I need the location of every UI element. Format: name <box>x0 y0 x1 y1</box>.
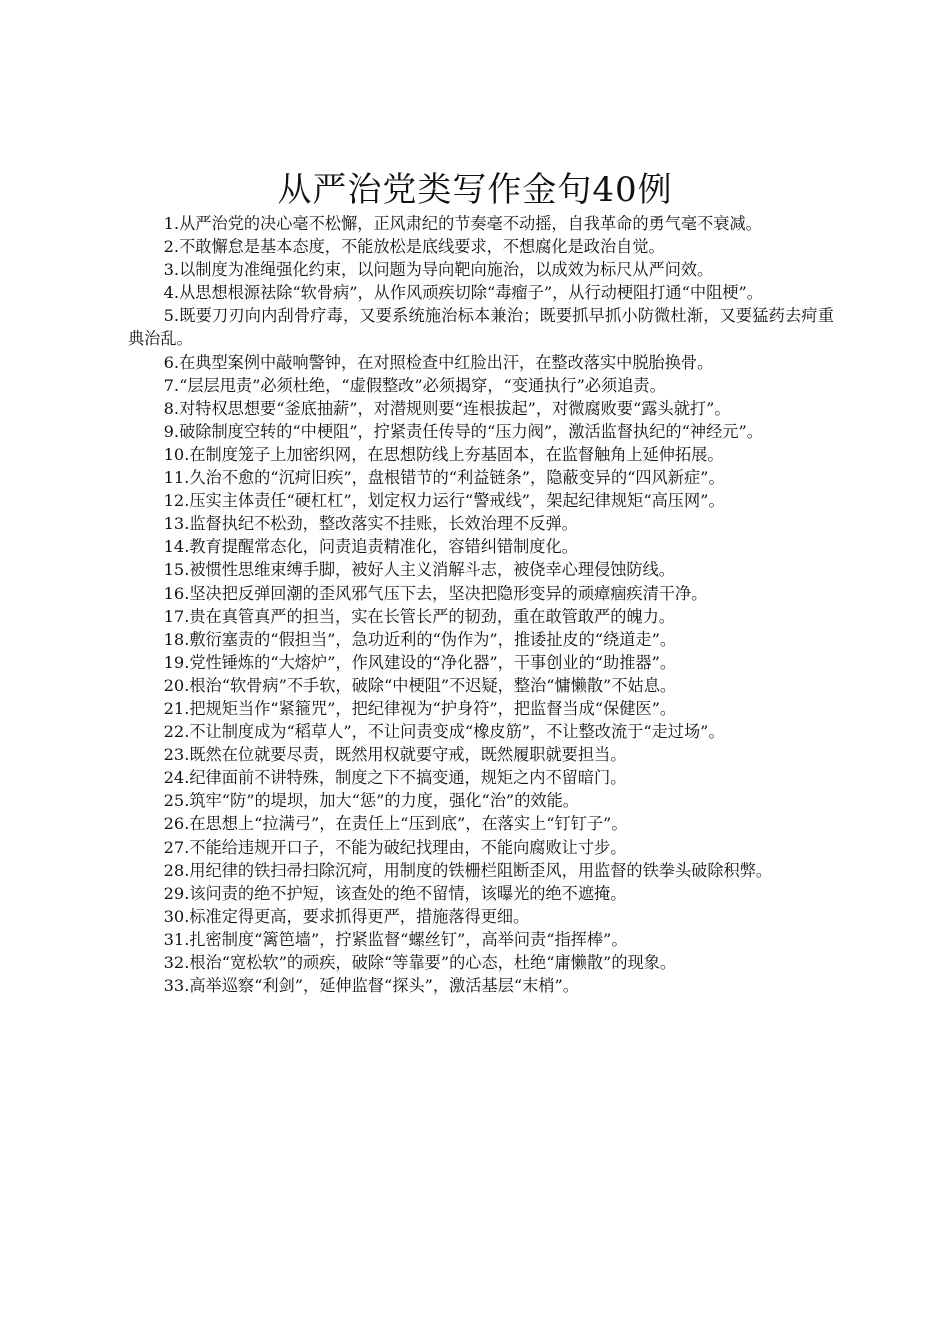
quote-item: 22.不让制度成为“稻草人”，不让问责变成“橡皮筋”，不让整改流于“走过场”。 <box>163 722 725 742</box>
quote-item: 10.在制度笼子上加密织网，在思想防线上夯基固本，在监督触角上延伸拓展。 <box>163 444 724 464</box>
quote-item: 27.不能给违规开口子，不能为破纪找理由，不能向腐败让寸步。 <box>163 837 627 857</box>
quote-item: 31.扎密制度“篱笆墙”，拧紧监督“螺丝钉”，高举问责“指挥棒”。 <box>163 929 628 949</box>
quote-item: 28.用纪律的铁扫帚扫除沉疴，用制度的铁栅栏阻断歪风，用监督的铁拳头破除积弊。 <box>163 860 773 880</box>
quote-item: 30.标准定得更高，要求抓得更严，措施落得更细。 <box>163 906 530 926</box>
quote-item: 32.根治“宽松软”的顽疾，破除“等靠要”的心态，杜绝“庸懒散”的现象。 <box>163 953 677 972</box>
quote-item: 1.从严治党的决心毫不松懈，正风肃纪的节奏毫不动摇，自我革命的勇气毫不衰减。 <box>163 214 762 233</box>
quote-item: 12.压实主体责任“硬杠杠”，划定权力运行“警戒线”，架起纪律规矩“高压网”。 <box>163 491 725 511</box>
quote-item: 13.监督执纪不松劲，整改落实不挂账，长效治理不反弹。 <box>163 514 578 534</box>
quote-item: 8.对特权思想要“釜底抽薪”，对潜规则要“连根拔起”，对微腐败要“露头就打”。 <box>163 398 731 418</box>
quote-item: 6.在典型案例中敲响警钟，在对照检查中红脸出汗，在整改落实中脱胎换骨。 <box>163 352 714 372</box>
quote-item: 25.筑牢“防”的堤坝，加大“惩”的力度，强化“治”的效能。 <box>163 791 579 811</box>
quote-item: 18.敷衍塞责的“假担当”，急功近利的“伪作为”，推诿扯皮的“绕道走”。 <box>163 629 677 649</box>
quote-item: 7.“层层甩责”必须杜绝，“虚假整改”必须揭穿，“变通执行”必须追责。 <box>163 375 666 395</box>
quote-item: 15.被惯性思维束缚手脚，被好人主义消解斗志，被侥幸心理侵蚀防线。 <box>163 560 675 580</box>
quote-item: 9.破除制度空转的“中梗阻”，拧紧责任传导的“压力阀”，激活监督执纪的“神经元”。 <box>163 421 763 441</box>
quote-item: 4.从思想根源祛除“软骨病”，从作风顽疾切除“毒瘤子”，从行动梗阻打通“中阻梗”。 <box>163 283 763 303</box>
quote-item: 33.高举巡察“利剑”，延伸监督“探头”，激活基层“末梢”。 <box>163 976 579 996</box>
quote-list <box>128 212 834 997</box>
quote-item: 17.贵在真管真严的担当，实在长管长严的韧劲，重在敢管敢严的魄力。 <box>163 606 675 626</box>
document-title: 从严治党类写作金句40例 <box>277 170 673 210</box>
quote-item: 5.既要刀刃向内刮骨疗毒，又要系统施治标本兼治；既要抓早抓小防微杜渐，又要猛药去疴重典治乱。 <box>128 306 834 349</box>
quote-item: 19.党性锤炼的“大熔炉”，作风建设的“净化器”，干事创业的“助推器”。 <box>163 652 677 672</box>
quote-item: 24.纪律面前不讲特殊，制度之下不搞变通，规矩之内不留暗门。 <box>163 768 627 788</box>
quote-item: 29.该问责的绝不护短，该查处的绝不留情，该曝光的绝不遮掩。 <box>163 883 627 903</box>
quote-item: 3.以制度为准绳强化约束，以问题为导向靶向施治，以成效为标尺从严问效。 <box>163 260 714 280</box>
quote-item: 11.久治不愈的“沉疴旧疾”，盘根错节的“利益链条”，隐蔽变异的“四风新症”。 <box>163 468 725 488</box>
quote-item: 14.教育提醒常态化，问责追责精准化，容错纠错制度化。 <box>163 537 578 557</box>
quote-item: 26.在思想上“拉满弓”，在责任上“压到底”，在落实上“钉钉子”。 <box>163 814 628 834</box>
quote-item: 20.根治“软骨病”不手软，破除“中梗阻”不迟疑，整治“慵懒散”不姑息。 <box>163 675 677 695</box>
quote-item: 21.把规矩当作“紧箍咒”，把纪律视为“护身符”，把监督当成“保健医”。 <box>163 698 677 718</box>
quote-item: 23.既然在位就要尽责，既然用权就要守戒，既然履职就要担当。 <box>163 745 627 765</box>
quote-item: 16.坚决把反弹回潮的歪风邪气压下去，坚决把隐形变异的顽瘴痼疾清干净。 <box>163 583 708 603</box>
quote-item: 2.不敢懈怠是基本态度，不能放松是底线要求，不想腐化是政治自觉。 <box>163 237 665 257</box>
